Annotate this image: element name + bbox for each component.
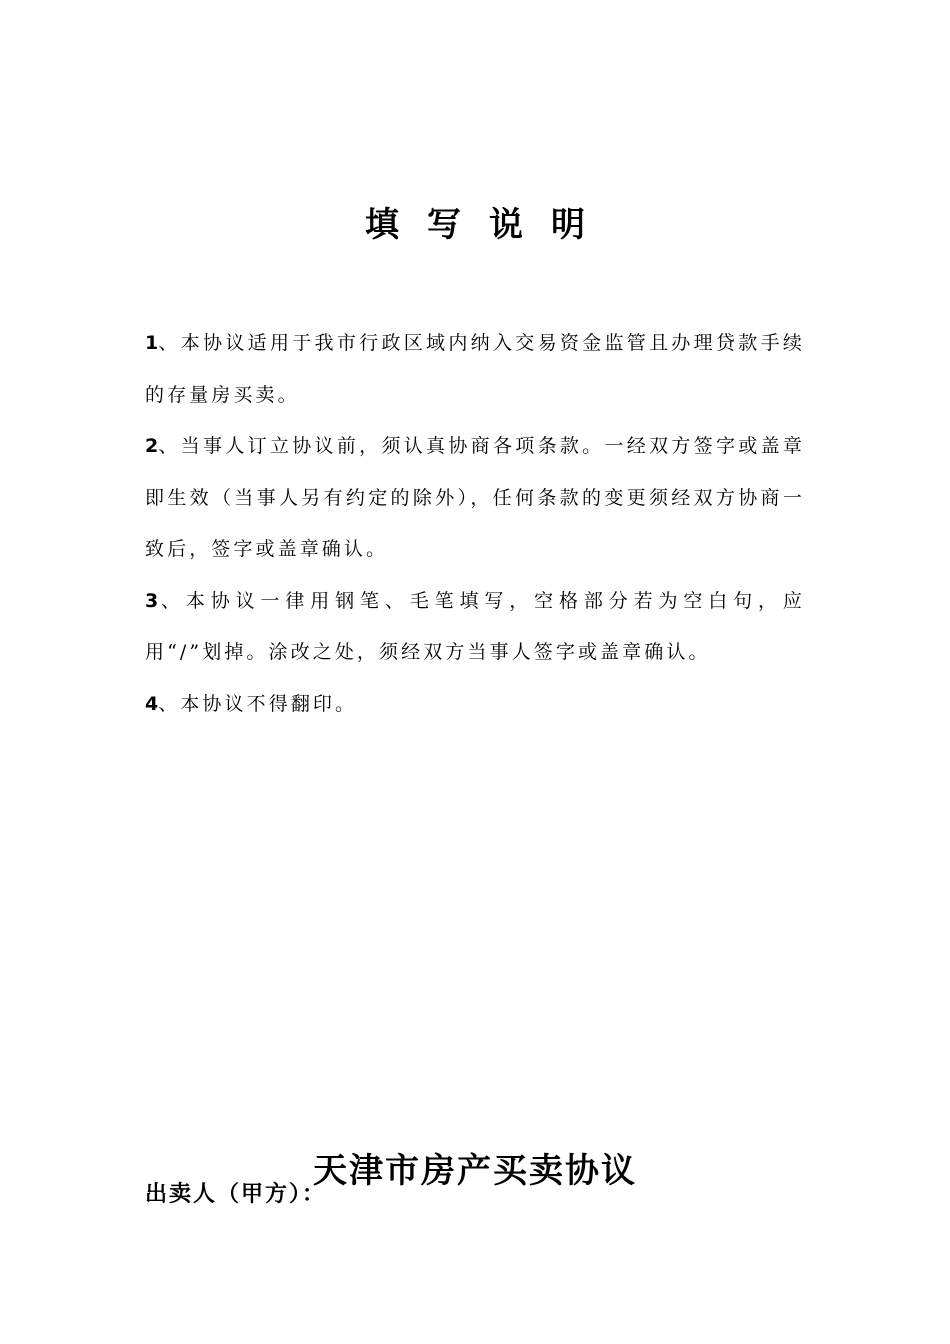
instruction-number: 3 — [145, 589, 159, 612]
instruction-text: 、本协议不得翻印。 — [158, 692, 358, 715]
instructions-title: 填写说明 — [365, 204, 613, 245]
instruction-text: 、本协议适用于我市行政区域内纳入交易资金监管且办理贷款手续的存量房买卖。 — [145, 332, 805, 406]
instruction-item-4 — [145, 679, 805, 731]
agreement-title: 天津市房产买卖协议 — [313, 1151, 637, 1192]
instruction-number: 4 — [145, 692, 159, 715]
seller-label: 出卖人（甲方）： — [145, 1181, 327, 1207]
instruction-number: 2 — [145, 435, 159, 457]
instruction-text: 、当事人订立协议前，须认真协商各项条款。一经双方签字或盖章即生效（当事人另有约定的除外），任何条款的变更须经双方协商一致后，签字或盖章确认。 — [145, 435, 805, 560]
instruction-item-3 — [145, 576, 805, 679]
instruction-item-1 — [145, 318, 805, 421]
instruction-text: 、本协议一律用钢笔、毛笔填写，空格部分若为空白句，应用“/”划掉。涂改之处，须经双方当事人签字或盖章确认。 — [145, 589, 805, 663]
instruction-item-2 — [145, 421, 805, 576]
instruction-number: 1 — [145, 332, 159, 354]
instructions-list — [145, 318, 805, 730]
